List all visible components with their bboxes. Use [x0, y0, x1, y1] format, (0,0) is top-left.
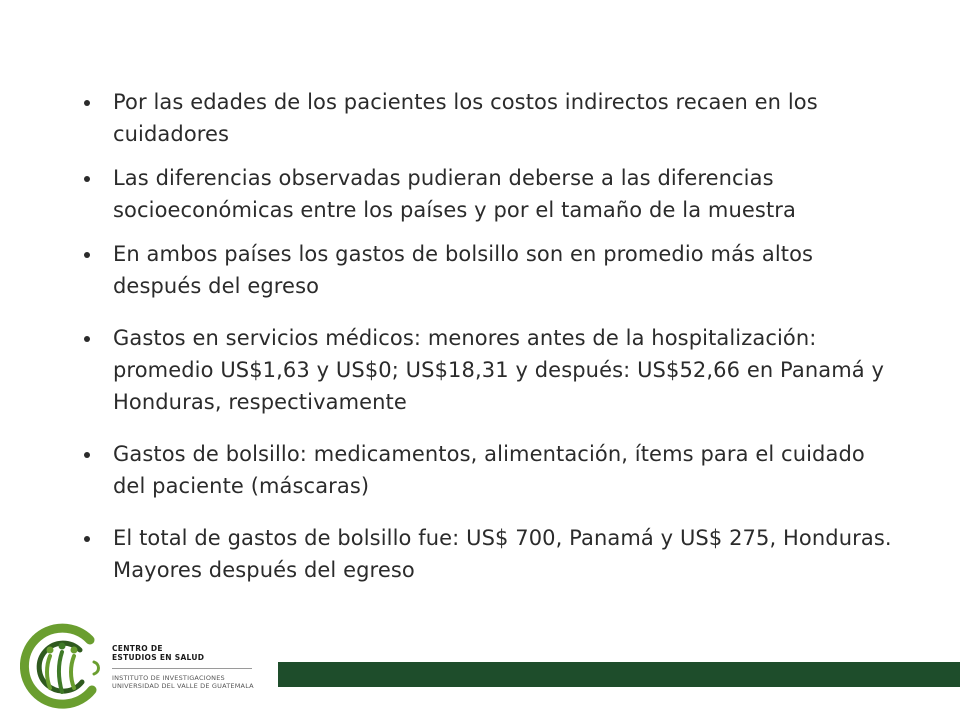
bullet-text: Gastos de bolsillo: medicamentos, alimentación, ítems para el cuidado del paciente (máscaras)	[113, 442, 865, 498]
logo-title-line: ESTUDIOS EN SALUD	[112, 653, 205, 662]
logo-divider	[112, 668, 252, 669]
footer-logo	[0, 612, 270, 720]
bullet-text: Las diferencias observadas pudieran deberse a las diferencias socioeconómicas entre los países y por el tamaño de la muestra	[113, 166, 796, 222]
bullet-text: El total de gastos de bolsillo fue: US$ 700, Panamá y US$ 275, Honduras. Mayores después del egreso	[113, 526, 892, 582]
bullet-item	[80, 86, 900, 150]
bullet-item	[80, 522, 900, 586]
bullet-text: Por las edades de los pacientes los costos indirectos recaen en los cuidadores	[113, 90, 818, 146]
bullet-list	[80, 86, 900, 586]
bullet-text: Gastos en servicios médicos: menores antes de la hospitalización: promedio US$1,63 y US$0; US$18,31 y después: US$52,66 en Panamá y Honduras, respectivamente	[113, 326, 885, 414]
logo-title-line: CENTRO DE	[112, 644, 163, 653]
logo-subtitle-line: INSTITUTO DE INVESTIGACIONES	[112, 674, 225, 682]
slide-content	[80, 86, 900, 586]
bullet-item	[80, 238, 900, 302]
bullet-dot-icon	[84, 252, 90, 258]
ces-logo-icon	[20, 622, 104, 710]
bullet-item	[80, 162, 900, 226]
logo-subtitle	[112, 674, 254, 690]
bullet-item	[80, 322, 900, 418]
bullet-dot-icon	[84, 100, 90, 106]
bullet-item	[80, 438, 900, 502]
bullet-dot-icon	[84, 336, 90, 342]
bullet-text: En ambos países los gastos de bolsillo son en promedio más altos después del egreso	[113, 242, 814, 298]
bullet-dot-icon	[84, 536, 90, 542]
logo-subtitle-line: UNIVERSIDAD DEL VALLE DE GUATEMALA	[112, 682, 254, 690]
logo-title	[112, 644, 204, 662]
footer-bar	[278, 662, 960, 687]
bullet-dot-icon	[84, 452, 90, 458]
bullet-dot-icon	[84, 176, 90, 182]
